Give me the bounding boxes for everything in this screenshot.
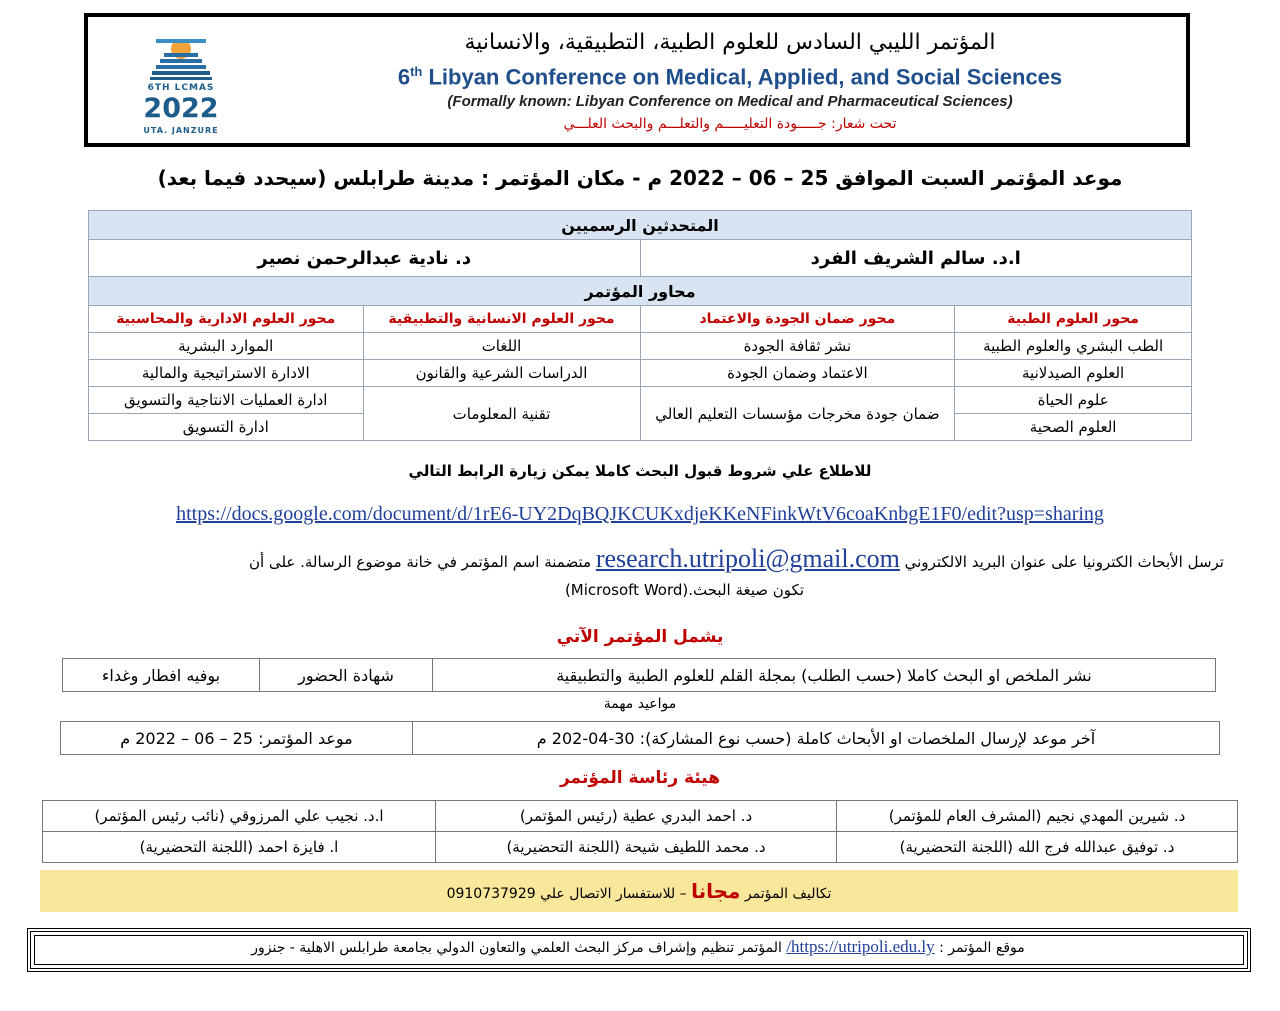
submission-deadline: آخر موعد لإرسال الملخصات او الأبحاث كاملة (حسب نوع المشاركة): 30-04-202 م	[413, 722, 1220, 755]
cost-contact: – للاستفسار الاتصال علي 0910737929	[446, 886, 687, 902]
logo-line1: 6TH LCMAS	[147, 83, 215, 93]
includes-table	[62, 658, 1216, 692]
title-english	[300, 64, 1160, 90]
axis-header-humanities: محور العلوم الانسانية والتطبيقية	[363, 306, 640, 333]
axis-item: الدراسات الشرعية والقانون	[363, 360, 640, 387]
axis-item: الادارة الاستراتيجية والمالية	[89, 360, 364, 387]
axis-item: الطب البشري والعلوم الطبية	[955, 333, 1192, 360]
axis-item: نشر ثقافة الجودة	[640, 333, 955, 360]
axis-item: تقنية المعلومات	[363, 387, 640, 441]
speakers-title: المتحدثين الرسميين	[89, 211, 1192, 240]
axis-item: الاعتماد وضمان الجودة	[640, 360, 955, 387]
deadlines-title: مواعيد مهمة	[603, 696, 677, 712]
title-number: 6	[397, 64, 411, 90]
include-certificate: شهادة الحضور	[260, 659, 433, 692]
committee-member: ا. فايزة احمد (اللجنة التحضيرية)	[43, 832, 436, 863]
cost-label: تكاليف المؤتمر	[744, 886, 832, 902]
slogan: تحت شعار: جـــــودة التعليـــــم والتعلـــم والبحث العلـــي	[563, 116, 897, 132]
committee-member: د. احمد البدري عطية (رئيس المؤتمر)	[436, 801, 837, 832]
axis-item: علوم الحياة	[955, 387, 1192, 414]
submission-instructions	[52, 545, 1224, 604]
title-english-text: Libyan Conference on Medical, Applied, and Social Sciences	[422, 64, 1063, 90]
include-buffet: بوفيه افطار وغداء	[63, 659, 260, 692]
submission-format: تكون صيغة البحث.(Microsoft Word)	[564, 581, 804, 599]
axis-item: اللغات	[363, 333, 640, 360]
deadlines-table	[60, 721, 1220, 755]
footer	[40, 937, 1236, 957]
speaker-2: د. نادية عبدالرحمن نصير	[89, 240, 641, 277]
cost-banner	[40, 870, 1238, 912]
axes-title: محاور المؤتمر	[89, 277, 1192, 306]
presidency-title: هيئة رئاسة المؤتمر	[559, 768, 720, 788]
committee-member: د. توفيق عبدالله فرج الله (اللجنة التحضيرية)	[837, 832, 1238, 863]
axis-header-admin: محور العلوم الادارية والمحاسبية	[89, 306, 364, 333]
acceptance-note: للاطلاع علي شروط قبول البحث كاملا يمكن زيارة الرابط التالي	[408, 462, 872, 480]
footer-organizer: المؤتمر تنظيم وإشراف مركز البحث العلمي والتعاون الدولي بجامعة طرابلس الاهلية - جنزور	[251, 940, 782, 956]
axis-item: العلوم الصيدلانية	[955, 360, 1192, 387]
axis-item: العلوم الصحية	[955, 414, 1192, 441]
submission-text-after: متضمنة اسم المؤتمر في خانة موضوع الرسالة. على أن	[248, 553, 592, 571]
submission-text-before: ترسل الأبحاث الكترونيا على عنوان البريد الالكتروني	[904, 553, 1224, 571]
speakers-axes-table	[88, 210, 1192, 441]
conference-date: موعد المؤتمر: 25 – 06 – 2022 م	[61, 722, 413, 755]
axis-item: ادارة التسويق	[89, 414, 364, 441]
committee-member: د. شيرين المهدي نجيم (المشرف العام للمؤتمر)	[837, 801, 1238, 832]
cost-free: مجانا	[691, 879, 741, 903]
presidency-table	[42, 800, 1238, 863]
axis-item: الموارد البشرية	[89, 333, 364, 360]
axis-item: ضمان جودة مخرجات مؤسسات التعليم العالي	[640, 387, 955, 441]
committee-member: د. محمد اللطيف شيحة (اللجنة التحضيرية)	[436, 832, 837, 863]
include-publication: نشر الملخص او البحث كاملا (حسب الطلب) بمجلة القلم للعلوم الطبية والتطبيقية	[433, 659, 1216, 692]
speaker-1: ا.د. سالم الشريف الفرد	[640, 240, 1191, 277]
committee-member: ا.د. نجيب علي المرزوقي (نائب رئيس المؤتمر)	[43, 801, 436, 832]
logo-place: UTA. JANZURE	[143, 126, 219, 135]
submission-email[interactable]: research.utripoli@gmail.com	[595, 544, 900, 573]
acceptance-link[interactable]: https://docs.google.com/document/d/1rE6-UY2DqBQJKCUKxdjeKKeNFinkWtV6coaKnbgE1F0/edit?usp=sharing	[176, 503, 1104, 525]
logo-year: 2022	[143, 93, 219, 124]
title-arabic: المؤتمر الليبي السادس للعلوم الطبية، التطبيقية، والانسانية	[464, 30, 996, 55]
subtitle-english: (Formally known: Libyan Conference on Medical and Pharmaceutical Sciences)	[447, 93, 1013, 110]
footer-label: موقع المؤتمر :	[939, 940, 1025, 956]
conference-date-line: موعد المؤتمر السبت الموافق 25 – 06 – 2022 م - مكان المؤتمر : مدينة طرابلس (سيحدد فيما بعد)	[157, 166, 1123, 190]
axis-header-medical: محور العلوم الطبية	[955, 306, 1192, 333]
logo-icon	[150, 33, 212, 81]
axis-header-quality: محور ضمان الجودة والاعتماد	[640, 306, 955, 333]
axis-item: ادارة العمليات الانتاجية والتسويق	[89, 387, 364, 414]
conference-logo	[132, 33, 230, 133]
website-link[interactable]: https://utripoli.edu.ly/	[786, 937, 935, 956]
title-ordinal: th	[410, 64, 423, 79]
includes-title: يشمل المؤتمر الآتي	[556, 627, 724, 647]
